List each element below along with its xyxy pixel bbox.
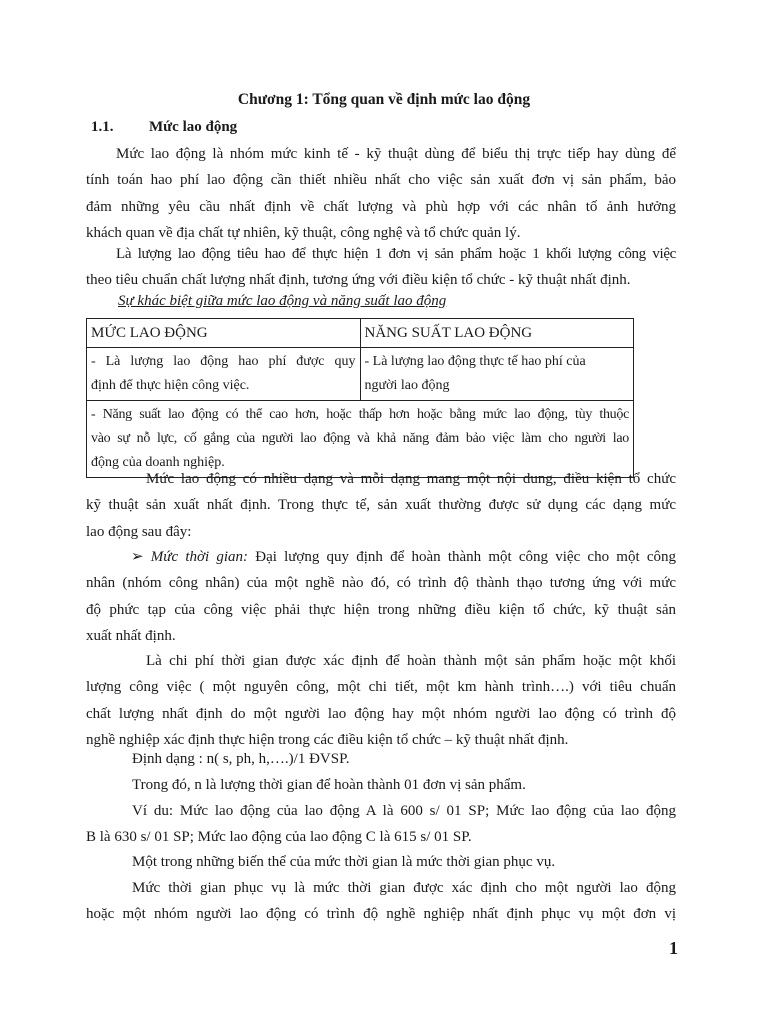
paragraph-labor-amount [86,241,676,294]
text-line: Một trong những biến thể của mức thời gian là mức thời gian phục vụ. [132,854,556,870]
text-line: khách quan về địa chất tự nhiên, kỹ thuật, công nghệ và tổ chức quản lý. [86,224,521,241]
page-number: 1 [669,938,678,958]
table-caption: Sự khác biệt giữa mức lao động và năng suất lao động [118,293,447,309]
cell-line: - Là lượng lao động hao phí được quy [91,354,356,369]
text-line: độ phức tạp của công việc phải thực hiện trong những điều kiện tổ chức, kỹ thuật sản [86,601,676,618]
text-line: Mức lao động là nhóm mức kinh tế - kỹ thuật dùng để biểu thị trực tiếp hay dùng để [116,146,676,162]
table-header-cell: MỨC LAO ĐỘNG [87,319,361,348]
cell-line: định để thực hiện công việc. [91,378,250,393]
cell-line: động của doanh nghiệp. [91,455,225,470]
bullet-arrow-icon: ➢ [131,549,151,565]
section-heading [91,119,237,136]
text-line: tính toán hao phí lao động cần thiết nhiều nhất cho việc sản xuất đơn vị sản phẩm, bảo [86,172,676,189]
table-row [87,348,634,401]
bullet-text: Đại lượng quy định để hoàn thành một công việc cho một công [255,549,676,565]
text-line [86,544,676,570]
text-line: Trong đó, n là lượng thời gian để hoàn thành 01 đơn vị sản phẩm. [132,777,526,794]
table-header-row [87,319,634,348]
text-line: Là lượng lao động tiêu hao để thực hiện 1 đơn vị sản phẩm hoặc 1 khối lượng công việc [116,246,676,262]
section-number: 1.1. [91,119,114,135]
text-line: Định dạng : n( s, ph, h,….)/1 ĐVSP. [132,751,350,767]
paragraph-time-norm [86,544,676,649]
table-cell [87,348,361,401]
cell-line: người lao động [364,378,450,393]
paragraph-forms [86,466,676,545]
chapter-title: Chương 1: Tổng quan về định mức lao động [237,91,531,108]
text-line: lao động sau đây: [86,523,192,540]
text-line: lượng công việc ( một nguyên công, một chi tiết, một km hành trình….) với tiêu chuẩn [86,679,676,696]
paragraph-variant [86,849,676,875]
comparison-table [86,318,634,478]
text-line: Mức lao động có nhiều dạng và mỗi dạng mang một nội dung, điều kiện tổ chức [146,471,676,487]
paragraph-definition [86,141,676,246]
table-cell [360,348,634,401]
paragraph-format [86,746,676,799]
text-line: Ví du: Mức lao động của lao động A là 600 s/ 01 SP; Mức lao động của lao động [132,803,676,819]
section-title: Mức lao động [149,119,238,135]
text-line: B là 630 s/ 01 SP; Mức lao động của lao động C là 615 s/ 01 SP. [86,829,472,846]
paragraph-service-time [86,875,676,928]
text-line: Là chi phí thời gian được xác định để hoàn thành một sản phẩm hoặc một khối [146,653,676,669]
text-line: kỹ thuật sản xuất nhất định. Trong thực tế, sản xuất thường được sử dụng các dạng mức [86,497,676,514]
text-line: nhân (nhóm công nhân) của một nghề nào đó, có trình độ thành thạo tương ứng với mức [86,575,676,592]
cell-line: vào sự nỗ lực, cố gắng của người lao động và khả năng đảm bảo việc làm cho người lao [91,431,629,446]
text-line: hoặc một nhóm người lao động có trình độ nghề nghiệp nhất định phục vụ một đơn vị [86,906,676,923]
text-line: theo tiêu chuẩn chất lượng nhất định, tương ứng với điều kiện tổ chức - kỹ thuật nhất định. [86,272,631,289]
cell-line: - Năng suất lao động có thể cao hơn, hoặc thấp hơn hoặc bằng mức lao động, tùy thuộc [91,407,629,422]
text-line: đảm những yêu cầu nhất định về chất lượng và phù hợp với các nhân tố ảnh hưởng [86,198,676,215]
text-line: Mức thời gian phục vụ là mức thời gian được xác định cho một người lao động [132,880,676,896]
text-line: nghề nghiệp xác định thực hiện trong các điều kiện tổ chức – kỹ thuật nhất định. [86,731,569,748]
bullet-term: Mức thời gian: [150,549,249,565]
table-header-cell: NĂNG SUẤT LAO ĐỘNG [360,319,634,348]
text-line: chất lượng nhất định do một người lao động hay một nhóm người lao động có trình độ [86,705,676,722]
paragraph-example [86,798,676,851]
text-line: xuất nhất định. [86,627,176,644]
paragraph-time-cost [86,648,676,753]
cell-line: - Là lượng lao động thực tế hao phí của [364,354,586,369]
